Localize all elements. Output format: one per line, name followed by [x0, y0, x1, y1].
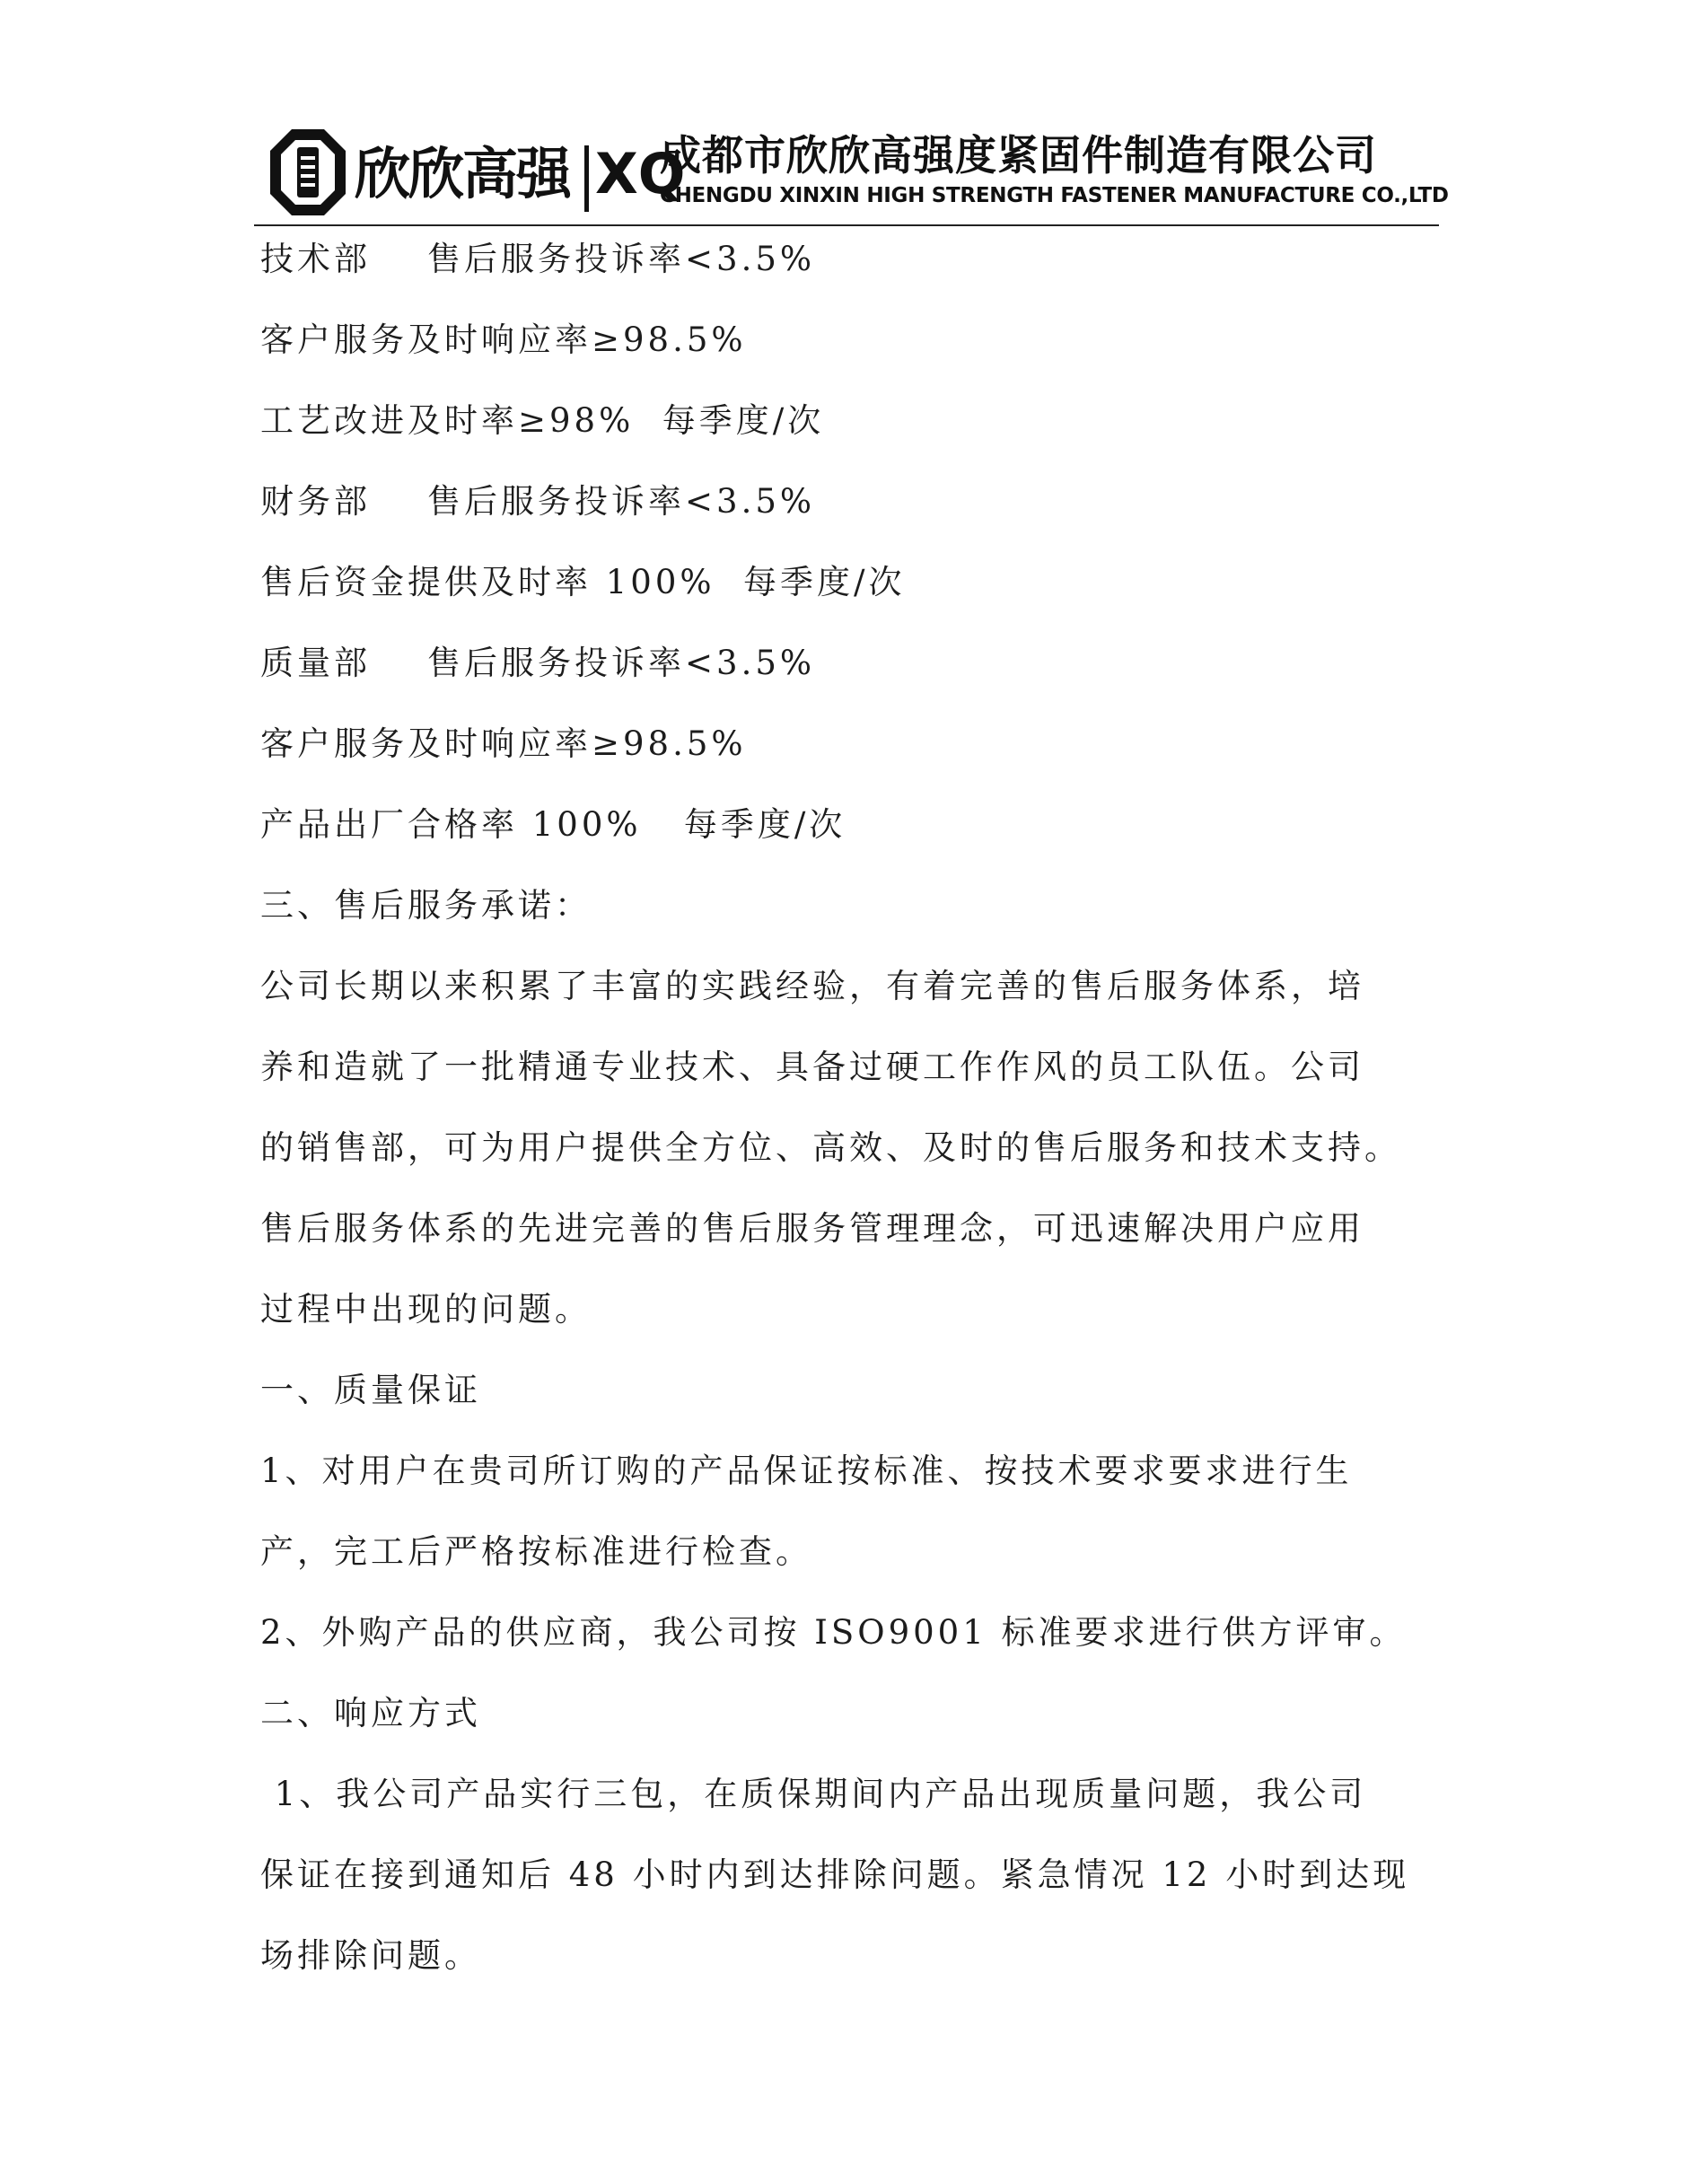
text-line: 保证在接到通知后 48 小时内到达排除问题。紧急情况 12 小时到达现 [260, 1855, 1410, 1894]
text-line: 养和造就了一批精通专业技术、具备过硬工作作风的员工队伍。公司 [260, 1048, 1364, 1086]
text-line: 1、对用户在贵司所订购的产品保证按标准、按技术要求要求进行生 [260, 1452, 1353, 1490]
company-name-cn: 成都市欣欣高强度紧固件制造有限公司 [660, 131, 1377, 180]
text-line: 质量部 售后服务投诉率<3.5% [260, 644, 816, 682]
document-body [260, 239, 1454, 2016]
text-line: 客户服务及时响应率≥98.5% [260, 724, 747, 763]
brand-separator [584, 145, 589, 212]
text-line: 售后资金提供及时率 100% 每季度/次 [260, 563, 906, 601]
brand-name-cn: 欣欣高强 [355, 141, 571, 206]
header-divider [254, 224, 1439, 226]
text-line: 场排除问题。 [260, 1936, 481, 1975]
text-line: 的销售部，可为用户提供全方位、高效、及时的售后服务和技术支持。 [260, 1128, 1401, 1167]
brand-initials: XQ [595, 141, 686, 206]
text-line: 产品出厂合格率 100% 每季度/次 [260, 805, 846, 844]
text-line: 过程中出现的问题。 [260, 1290, 592, 1329]
text-line: 财务部 售后服务投诉率<3.5% [260, 482, 816, 521]
section-heading: 二、响应方式 [260, 1694, 481, 1732]
letterhead [254, 126, 1449, 224]
text-line: 技术部 售后服务投诉率<3.5% [260, 240, 816, 278]
text-line: 2、外购产品的供应商，我公司按 ISO9001 标准要求进行供方评审。 [260, 1613, 1407, 1652]
section-heading: 三、售后服务承诺： [260, 886, 592, 925]
text-line: 客户服务及时响应率≥98.5% [260, 320, 747, 359]
section-heading: 一、质量保证 [260, 1371, 481, 1409]
text-line: 公司长期以来积累了丰富的实践经验，有着完善的售后服务体系，培 [260, 967, 1364, 1005]
bolt-logo-icon [265, 126, 351, 219]
text-line: 工艺改进及时率≥98% 每季度/次 [260, 401, 825, 440]
company-name-en: CHENGDU XINXIN HIGH STRENGTH FASTENER MANUFACTURE CO.,LTD [660, 184, 1449, 207]
text-line: 售后服务体系的先进完善的售后服务管理理念，可迅速解决用户应用 [260, 1209, 1364, 1248]
text-line: 产，完工后严格按标准进行检查。 [260, 1532, 812, 1571]
text-line: 1、我公司产品实行三包，在质保期间内产品出现质量问题，我公司 [260, 1775, 1367, 1813]
